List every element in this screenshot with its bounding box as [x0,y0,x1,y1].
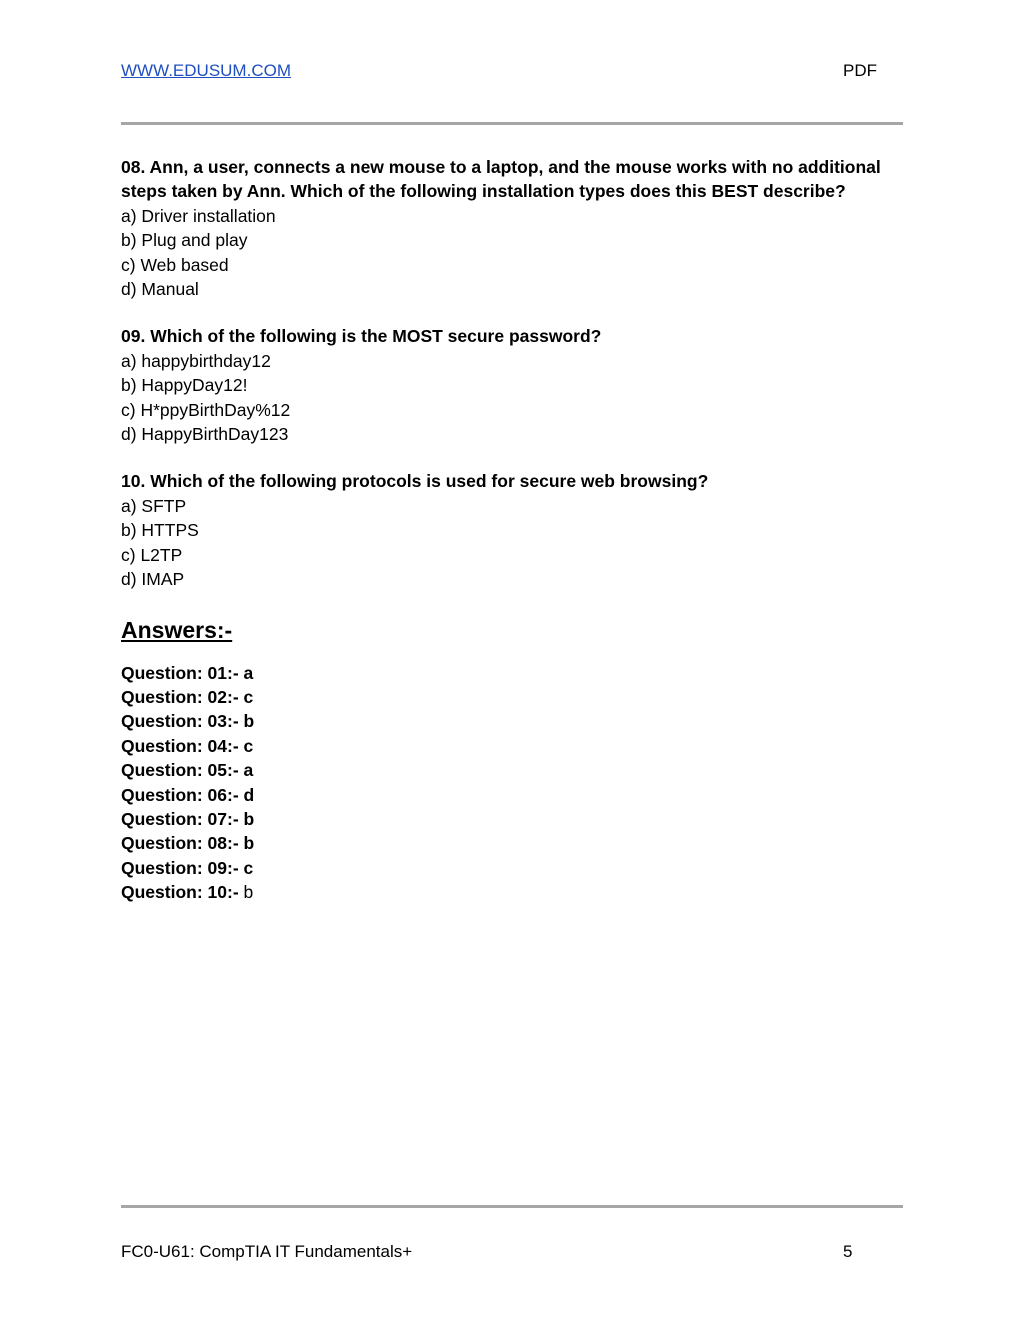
answer-label: Question: 01:- a [121,662,254,683]
answer-label: Question: 03:- b [121,711,255,732]
answer-item [121,807,903,831]
answer-label: Question: 09:- c [121,857,254,878]
answer-item [121,758,903,782]
answer-item [121,709,903,733]
answer-item [121,880,903,904]
option-b: b) HTTPS [121,520,199,541]
answer-label: Question: 07:- b [121,808,255,829]
answer-item [121,783,903,807]
question-08 [121,155,903,301]
answer-label: Question: 06:- d [121,784,255,805]
answer-item [121,661,903,685]
answer-item [121,685,903,709]
header-divider [121,122,903,125]
question-text: 10. Which of the following protocols is used for secure web browsing? [121,471,709,492]
option-d: d) IMAP [121,569,185,590]
option-c: c) Web based [121,254,229,275]
answer-label: Question: 08:- b [121,833,255,854]
question-10 [121,469,903,591]
answers-heading: Answers:- [121,616,233,643]
answer-item [121,831,903,855]
option-d: d) HappyBirthDay123 [121,424,289,445]
footer-divider [121,1205,903,1208]
option-b: b) Plug and play [121,230,248,251]
question-09 [121,324,903,446]
answers-list [121,661,903,905]
option-c: c) L2TP [121,544,183,565]
option-b: b) HappyDay12! [121,375,248,396]
answer-label: Question: 05:- a [121,760,254,781]
option-c: c) H*ppyBirthDay%12 [121,399,291,420]
option-a: a) SFTP [121,495,187,516]
site-link[interactable]: WWW.EDUSUM.COM [121,61,291,80]
answer-item [121,734,903,758]
answer-label: Question: 04:- c [121,735,254,756]
answer-item [121,856,903,880]
answer-label: Question: 02:- c [121,686,254,707]
page-content [121,155,903,905]
question-text: 09. Which of the following is the MOST secure password? [121,326,602,347]
question-text: 08. Ann, a user, connects a new mouse to a laptop, and the mouse works with no additional steps taken by Ann. Which of the following installation types does this BEST describe? [121,157,881,202]
course-title: FC0-U61: CompTIA IT Fundamentals+ [121,1242,413,1261]
format-label: PDF [843,61,877,80]
option-a: a) Driver installation [121,205,276,226]
option-d: d) Manual [121,279,199,300]
answer-value: b [238,882,254,903]
page-number: 5 [843,1242,853,1261]
answer-label: Question: 10:- [121,882,239,903]
option-a: a) happybirthday12 [121,350,271,371]
